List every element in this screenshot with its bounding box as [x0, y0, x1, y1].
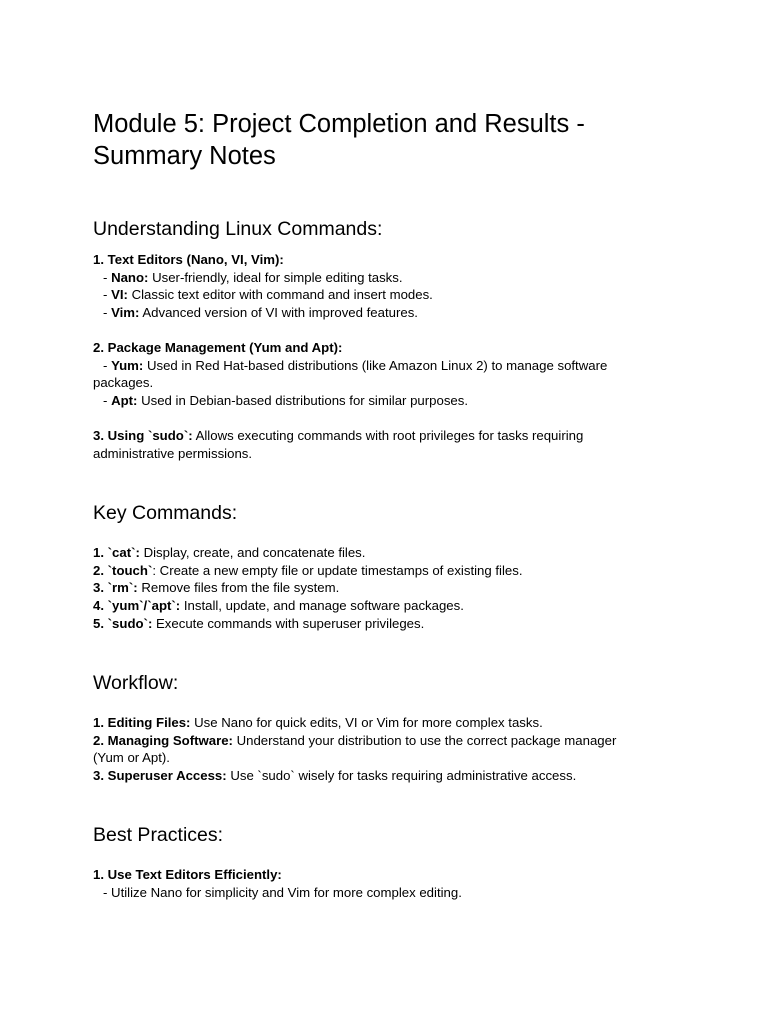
list-item-touch: 2. `touch`: Create a new empty file or update timestamps of existing files.	[93, 562, 523, 578]
list-item-rm: 3. `rm`: Remove files from the file system.	[93, 580, 340, 596]
list-item-using-sudo-continued: administrative permissions.	[93, 445, 253, 461]
document-page	[93, 108, 693, 902]
linux-commands-body	[93, 251, 693, 462]
list-subitem-vim: - Vim: Advanced version of VI with improved features.	[103, 304, 418, 320]
list-item-managing-software-continued: (Yum or Apt).	[93, 750, 170, 766]
list-subitem-apt: - Apt: Used in Debian-based distributions for similar purposes.	[103, 392, 469, 408]
list-item-superuser-access: 3. Superuser Access: Use `sudo` wisely for tasks requiring administrative access.	[93, 767, 577, 783]
list-item-sudo: 5. `sudo`: Execute commands with superuser privileges.	[93, 615, 425, 631]
section-heading-linux-commands: Understanding Linux Commands:	[93, 218, 383, 240]
list-item-managing-software: 2. Managing Software: Understand your distribution to use the correct package manager	[93, 732, 617, 748]
section-heading-best-practices: Best Practices:	[93, 824, 224, 847]
list-item-text-editors: 1. Text Editors (Nano, VI, Vim):	[93, 252, 284, 267]
title-line-1: Module 5: Project Completion and Results -	[93, 110, 585, 138]
list-subitem-nano: - Nano: User-friendly, ideal for simple editing tasks.	[103, 269, 403, 285]
list-subitem-utilize-nano: - Utilize Nano for simplicity and Vim for more complex editing.	[103, 885, 462, 901]
list-item-use-text-editors: 1. Use Text Editors Efficiently:	[93, 867, 282, 883]
list-subitem-yum: - Yum: Used in Red Hat-based distributions (like Amazon Linux 2) to manage software	[103, 357, 608, 373]
section-heading-workflow: Workflow:	[93, 672, 179, 695]
list-item-using-sudo: 3. Using `sudo`: Allows executing commands with root privileges for tasks requiring	[93, 427, 584, 443]
list-subitem-yum-continued: packages.	[93, 375, 154, 391]
document-title	[93, 108, 693, 172]
list-subitem-vi: - VI: Classic text editor with command and insert modes.	[103, 287, 433, 303]
list-item-package-management: 2. Package Management (Yum and Apt):	[93, 339, 343, 355]
title-line-2: Summary Notes	[93, 142, 276, 170]
best-practices-body	[93, 866, 693, 901]
list-item-yum-apt: 4. `yum`/`apt`: Install, update, and manage software packages.	[93, 597, 464, 613]
key-commands-body	[93, 544, 693, 632]
section-heading-key-commands: Key Commands:	[93, 502, 238, 525]
list-item-editing-files: 1. Editing Files: Use Nano for quick edits, VI or Vim for more complex tasks.	[93, 715, 543, 731]
workflow-body	[93, 714, 693, 784]
list-item-cat: 1. `cat`: Display, create, and concatenate files.	[93, 545, 366, 561]
